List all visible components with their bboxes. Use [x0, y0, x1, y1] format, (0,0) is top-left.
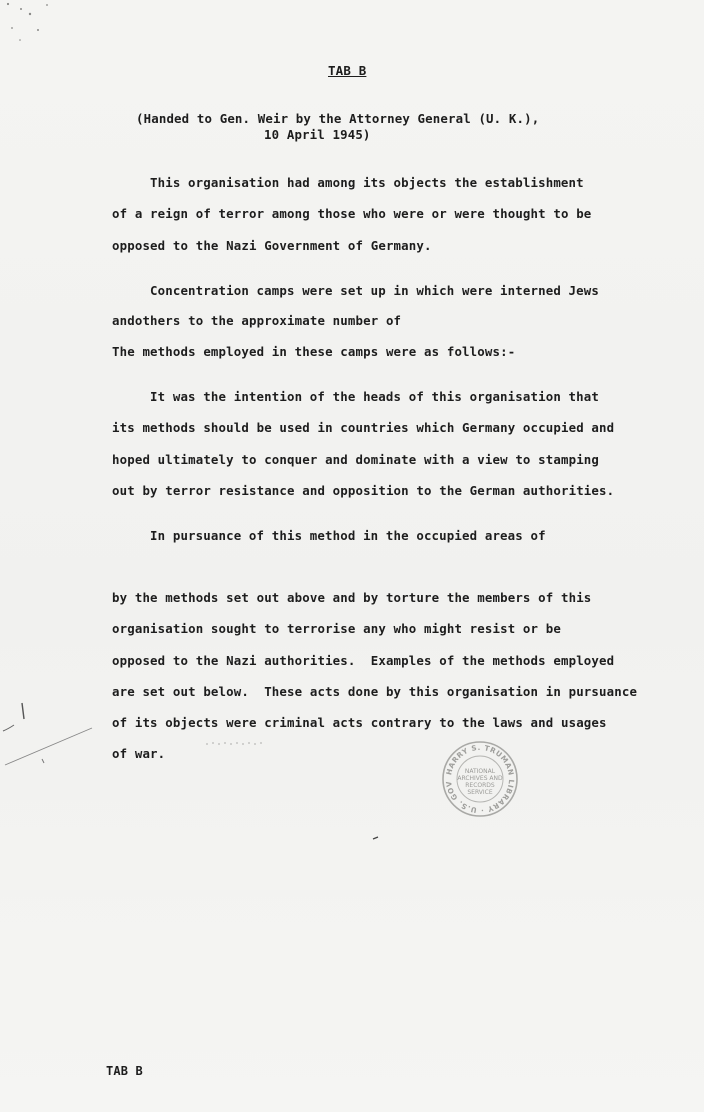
paragraph-5-line-2: organisation sought to terrorise any who might resist or be: [112, 621, 561, 636]
footer-label: TAB B: [106, 1064, 143, 1078]
stamp-line-3: RECORDS: [465, 782, 495, 789]
paragraph-1-line-1: This organisation had among its objects the establishment: [150, 175, 584, 190]
header-line-1: (Handed to Gen. Weir by the Attorney General (U. K.),: [136, 111, 540, 126]
stamp-line-1: NATIONAL: [464, 768, 496, 775]
stamp-outer-text: HARRY S. TRUMAN LIBRARY · U.S. GOV: [443, 742, 517, 816]
paragraph-1-line-3: opposed to the Nazi Government of Germany.: [112, 238, 432, 253]
header-line-2: 10 April 1945): [264, 127, 371, 142]
paragraph-5-line-5: of its objects were criminal acts contrary to the laws and usages: [112, 715, 607, 730]
margin-pencil-mark: [0, 695, 110, 775]
stamp-line-4: SERVICE: [467, 789, 493, 796]
paragraph-2-line-1: Concentration camps were set up in which were interned Jews: [150, 283, 599, 298]
paragraph-2-line-3: The methods employed in these camps were as follows:-: [112, 344, 516, 359]
smudge-mark: [205, 740, 275, 748]
paragraph-5-line-4: are set out below. These acts done by this organisation in pursuance: [112, 684, 638, 699]
corner-specks: [0, 0, 60, 50]
paragraph-3-line-3: hoped ultimately to conquer and dominate with a view to stamping: [112, 452, 600, 467]
paragraph-4-line-1: In pursuance of this method in the occupied areas of: [150, 528, 546, 543]
document-title: TAB B: [328, 63, 367, 78]
paragraph-2-line-2: andothers to the approximate number of: [112, 313, 402, 328]
paragraph-5-line-6: of war.: [112, 746, 166, 761]
paragraph-5-line-1: by the methods set out above and by torture the members of this: [112, 590, 592, 605]
paragraph-3-line-1: It was the intention of the heads of this organisation that: [150, 389, 599, 404]
archive-stamp: [441, 740, 519, 818]
paragraph-3-line-2: its methods should be used in countries which Germany occupied and: [112, 420, 615, 435]
stray-dash: [372, 835, 380, 841]
paragraph-3-line-4: out by terror resistance and opposition to the German authorities.: [112, 483, 615, 498]
paragraph-1-line-2: of a reign of terror among those who were or were thought to be: [112, 206, 592, 221]
stamp-line-2: ARCHIVES AND: [457, 775, 503, 782]
paragraph-5-line-3: opposed to the Nazi authorities. Examples of the methods employed: [112, 653, 615, 668]
